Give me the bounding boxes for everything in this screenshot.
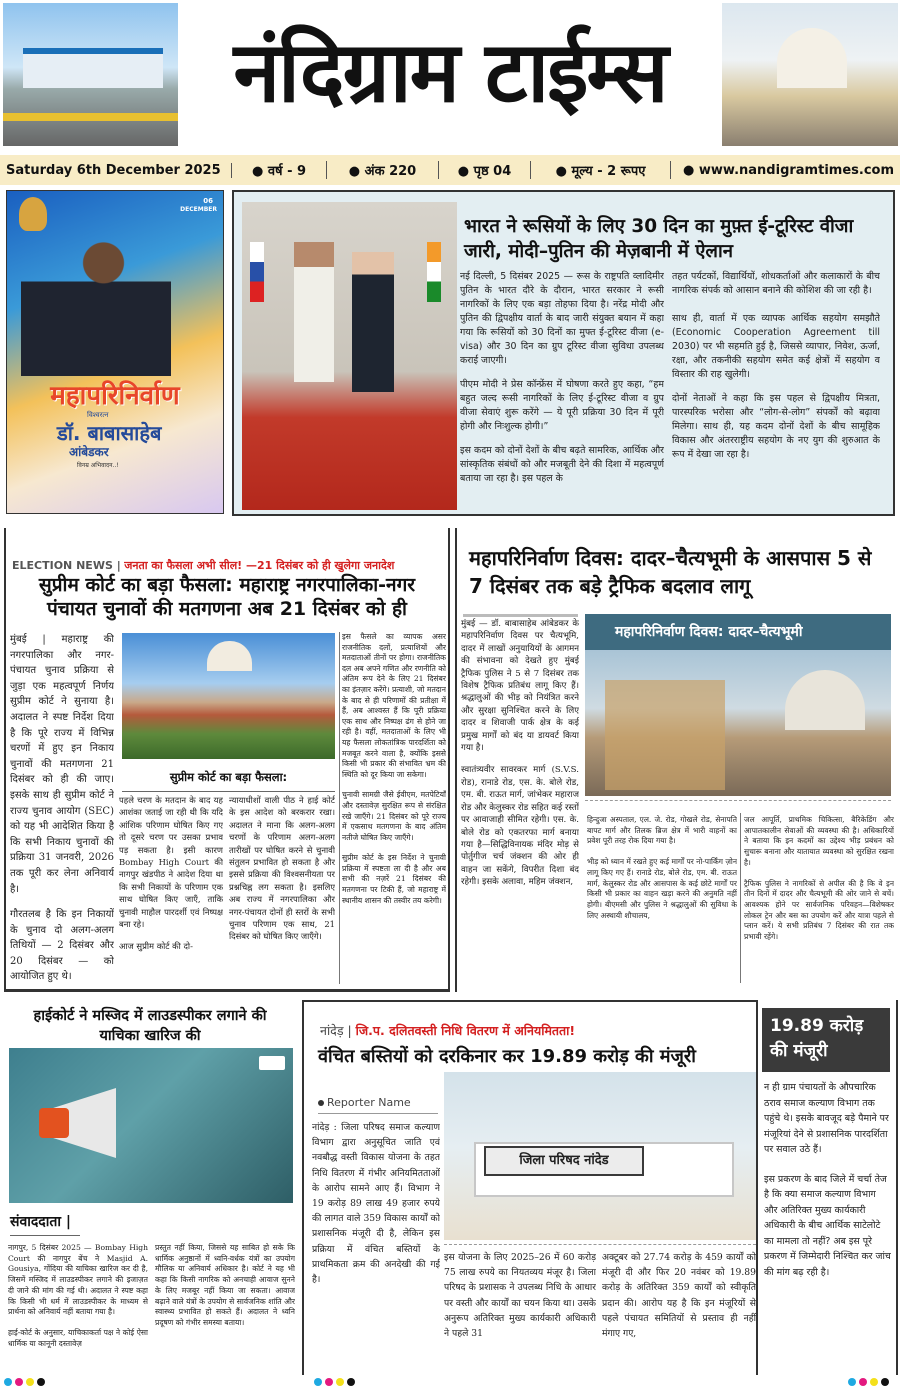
paragraph: इस योजना के लिए 2025–26 में 60 करोड़ 75 लाख रुपये का नियतव्यय मंजूर है। जिला परिषद के प्रशासक ने उपलब्ध निधि के आधार पर वस्ती और कार्यों का चयन किया था। उसके अनुरूप अतिरिक्त मुख्य कार्यकारी अधिकारी ने पहले 31 bbox=[444, 1252, 596, 1340]
registration-marks-right bbox=[848, 1378, 892, 1386]
paragraph: नांदेड़ : जिला परिषद समाज कल्याण विभाग द्वारा अनुसूचित जाति एवं नवबौद्ध वस्ती विकास योजना के तहत निधि वितरण में गंभीर अनियमितताओं के आरोप सामने आए हैं। विभाग ने 19 करोड़ 89 लाख 49 हजार रुपये की लागत वाले 359 विकास कार्यों को प्रशासनिक मंजूरी दी है, लेकिन इस प्रक्रिया में वंचित बस्तियों के प्राथमिकता क्रम की अनदेखी की गई है। bbox=[312, 1122, 440, 1286]
sidebar-title: 19.89 करोड़ की मंजूरी bbox=[762, 1008, 890, 1072]
issue-date: Saturday 6th December 2025 bbox=[0, 163, 232, 178]
registration-marks-center bbox=[314, 1378, 358, 1386]
nanded-story bbox=[302, 1000, 758, 1375]
paragraph: नागपुर, 5 दिसंबर 2025 — Bombay High Court की नागपुर बेंच ने Masjid A. Gousiya, गोंदिया की याचिका खारिज कर दी है, जिसमें मस्जिद में लाउडस्पीकर लगाने की इजाज़त दी जाने की मांग की गई थी। अदालत ने स्पष्ट कहा कि किसी भी धर्म में लाउडस्पीकर के माध्यम से प्रार्थना को अनिवार्य नहीं बताया गया है। bbox=[8, 1243, 148, 1317]
paragraph: हिन्दुजा अस्पताल, एल. जे. रोड, गोखले रोड, सेनापति बापट मार्ग और तिलक ब्रिज क्षेत्र में भारी वाहनों का प्रवेश पूरी तरह रोक दिया गया है। bbox=[587, 815, 737, 846]
building-sign: जिला परिषद नांदेड bbox=[484, 1146, 644, 1176]
poster-surname: आंबेडकर bbox=[69, 445, 109, 459]
price: ● मूल्य - 2 रूपए bbox=[531, 161, 671, 179]
election-column-4 bbox=[342, 632, 446, 984]
election-kicker-line bbox=[12, 558, 394, 573]
nanded-column-2 bbox=[444, 1250, 596, 1360]
paragraph: प्रस्तुत नहीं किया, जिससे यह साबित हो सके कि धार्मिक अनुष्ठानों में ध्वनि-वर्धक यंत्रों का उपयोग मौलिक या अनिवार्य अधिकार है। कोर्ट ने यह भी कहा कि किसी नागरिक को अनचाही आवाज सुनने के लिए मजबूर नहीं किया जा सकता। आवाज बढ़ाने वाले यंत्रों के उपयोग से सार्वजनिक शांति और स्वास्थ्य प्रभावित हो सकते हैं। अदालत ने ध्वनि प्रदूषण को गंभीर समस्या बताया। bbox=[155, 1243, 295, 1327]
election-column-1 bbox=[10, 632, 114, 984]
nanded-dateline: नांदेड़ | bbox=[320, 1023, 352, 1038]
reporter-byline bbox=[318, 1096, 438, 1114]
paragraph: सुप्रीम कोर्ट के इस निर्देश ने चुनावी प्रक्रिया में स्पष्टता ला दी है और अब सभी की नज़रें 21 दिसंबर की मतगणना पर टिकी हैं, जो महाराष्ट्र में स्थानीय शासन की तस्वीर तय करेगी। bbox=[342, 853, 446, 905]
election-headline: सुप्रीम कोर्ट का बड़ा फैसला: महाराष्ट्र नगरपालिका-नगर पंचायत चुनावों की मतगणना अब 21 दिसंबर को ही bbox=[38, 574, 416, 620]
paragraph: न्यायाधीशों वाली पीठ ने हाई कोर्ट के इस आदेश को बरकरार रखा। अदालत ने माना कि अलग-अलग चरणों के परिणाम अलग-अलग तारीखों पर घोषित करने से चुनावी संतुलन प्रभावित हो सकता है और इससे प्रक्रिया की विश्वसनीयता पर प्रश्नचिह्न लग सकता है। इसलिए अब राज्य में नगरपालिका और नगर-पंचायत दोनों ही स्तरों के सभी चुनाव परिणाम एक साथ, 21 दिसंबर को घोषित किए जाएँगे। bbox=[229, 795, 335, 942]
poster-prefix: विश्वरत्न bbox=[87, 411, 109, 419]
nanded-kicker: जि.प. दलितवस्ती निधि वितरण में अनियमितता! bbox=[355, 1023, 576, 1038]
megaphone-illustration bbox=[9, 1048, 293, 1203]
traffic-story bbox=[455, 528, 898, 992]
sidebar-text bbox=[764, 1080, 892, 1360]
poster-date-month: DECEMBER bbox=[180, 206, 217, 213]
paragraph: पीएम मोदी ने प्रेस कॉन्फ्रेंस में घोषणा करते हुए कहा, “हम बहुत जल्द रूसी नागरिकों के लिए ई-टूरिस्ट वीजा व ग्रुप वीजा सेवाएं शुरू करेंगे — ये पूरी प्रक्रिया 30 दिन में पूरी होगी और निःशुल्क होगी।” bbox=[460, 379, 664, 432]
paragraph: ट्रैफिक पुलिस ने नागरिकों से अपील की है कि वे इन तीन दिनों में दादर और चैत्यभूमी की ओर जाने से बचें। आवश्यक होने पर सार्वजनिक परिवहन—विशेषकर लोकल ट्रेन और बस का उपयोग करें और यात्रा पहले से प्लान करें। ये सभी प्रतिबंध 7 दिसंबर की रात तक प्रभावी रहेंगे। bbox=[744, 878, 894, 942]
paragraph: मुंबई — डॉ. बाबासाहेब आंबेडकर के महापरिनिर्वाण दिवस पर चैत्यभूमि, दादर में लाखों अनुयायियों के आगमन की संभावना को देखते हुए मुंबई ट्रैफिक पुलिस ने 5 से 7 दिसंबर तक विशेष ट्रैफिक प्रतिबंध लागू किए हैं। श्रद्धालुओं की भीड़ को नियंत्रित करने और सुरक्षा सुनिश्चित करने के लिए दादर व शिवाजी पार्क क्षेत्र के कई प्रमुख मार्गों को बंद या डायवर्ट किया गया है। bbox=[461, 619, 579, 754]
nanded-sidebar bbox=[760, 1000, 898, 1375]
dashed-divider bbox=[585, 800, 891, 801]
paragraph: इस प्रकरण के बाद जिले में चर्चा तेज है कि क्या समाज कल्याण विभाग और अतिरिक्त मुख्य कार्यकारी अधिकारी के बीच आर्थिक साटेलोटे का मामला तो नहीं? अब इस पूरे प्रकरण में जिम्मेदारी निश्चित कर जांच की मांग बढ़ रही है। bbox=[764, 1173, 891, 1278]
paragraph: भीड़ को ध्यान में रखते हुए कई मार्गों पर नो-पार्किंग ज़ोन लागू किए गए हैं। रानाडे रोड, बोले रोड, एम. बी. राऊत मार्ग, केलुस्कर रोड और आसपास के कई छोटे मार्गों पर किसी भी प्रकार का वाहन खड़ा करने की अनुमति नहीं होगी। बीएमसी और पुलिस ने श्रद्धालुओं की सुविधा के लिए अस्थायी शौचालय, bbox=[587, 857, 737, 920]
paragraph: तहत पर्यटकों, विद्यार्थियों, शोधकर्ताओं और कलाकारों के बीच नागरिक संपर्क को आसान बनाने की कोशिश की जा रही है। bbox=[672, 271, 880, 296]
website-link[interactable]: ● www.nandigramtimes.com bbox=[683, 162, 894, 178]
nanded-headline: वंचित बस्तियों को दरकिनार कर 19.89 करोड़ की मंजूरी bbox=[318, 1046, 696, 1067]
highcourt-column-1 bbox=[8, 1243, 148, 1373]
zilla-parishad-photo bbox=[444, 1072, 756, 1240]
traffic-column-1 bbox=[461, 618, 579, 988]
page-number: ● पृष्ठ 04 bbox=[439, 161, 531, 179]
highcourt-headline: हाईकोर्ट ने मस्जिद में लाउडस्पीकर लगाने की याचिका खारिज की bbox=[33, 1008, 267, 1044]
supreme-court-photo bbox=[122, 633, 335, 759]
chaityabhoomi-photo bbox=[585, 650, 891, 796]
bullet-icon bbox=[318, 1100, 324, 1106]
lead-photo bbox=[242, 202, 457, 510]
paragraph: इस कदम को दोनों देशों के बीच बढ़ते सामरिक, आर्थिक और सांस्कृतिक संबंधों को और मजबूती देने की दिशा में महत्वपूर्ण बताया जा रहा है। इस पहल के bbox=[460, 445, 664, 484]
section-label: ELECTION NEWS | bbox=[12, 559, 121, 572]
reporter-name: Reporter Name bbox=[327, 1096, 411, 1109]
masthead-left-photo bbox=[3, 3, 178, 146]
traffic-column-2 bbox=[587, 815, 737, 985]
highcourt-column-2 bbox=[155, 1243, 295, 1373]
paragraph: इस फैसले का व्यापक असर राजनीतिक दलों, प्रत्याशियों और मतदाताओं तीनों पर होगा। राजनीतिक दल अब अपने गणित और रणनीति को अंतिम रूप देने के लिए 21 दिसंबर का इंतज़ार करेंगे। प्रत्याशी, जो मतदान के बाद से ही परिणामों की प्रतीक्षा में हैं, अब आश्वस्त हैं कि पूरी प्रक्रिया एक साथ और निष्पक्ष ढंग से होने जा रही है। वहीं, मतदाताओं के लिए भी यह फैसला लोकतांत्रिक पारदर्शिता को मजबूत करने वाला है, क्योंकि इससे किसी भी प्रकार की संभावित भ्रम की स्थिति को दूर किया जा सकेगा। bbox=[342, 632, 446, 779]
poster-name: डॉ. बाबासाहेब bbox=[57, 421, 162, 445]
paragraph: जल आपूर्ति, प्राथमिक चिकित्सा, बैरिकेडिंग और आपातकालीन सेवाओं की व्यवस्था की है। अधिकारियों ने बताया कि इन कदमों का उद्देश्य भीड़ प्रबंधन को सुचारू बनाना और यातायात व्यवस्था को सुरक्षित रखना है। bbox=[744, 815, 894, 867]
paragraph: आज सुप्रीम कोर्ट की दो- bbox=[119, 941, 193, 952]
nanded-column-1 bbox=[312, 1120, 440, 1360]
lead-column-1 bbox=[460, 270, 664, 510]
lead-story bbox=[232, 190, 895, 516]
info-bar bbox=[0, 155, 900, 185]
paragraph: हाई-कोर्ट के अनुसार, याचिकाकर्ता पक्ष ने कोई ऐसा धार्मिक या कानूनी दस्तावेज़ bbox=[8, 1327, 148, 1348]
election-kicker: जनता का फैसला अभी सील! —21 दिसंबर को ही खुलेगा जनादेश bbox=[124, 559, 395, 572]
supreme-court-caption: सुप्रीम कोर्ट का बड़ा फैसला: bbox=[122, 770, 335, 792]
column-divider bbox=[339, 632, 340, 984]
registration-marks-left bbox=[4, 1378, 48, 1386]
ambedkar-poster bbox=[6, 190, 224, 514]
election-story bbox=[4, 528, 450, 992]
issue-number: ● अंक 220 bbox=[327, 161, 439, 179]
election-column-2 bbox=[119, 794, 223, 984]
poster-date-num: 06 bbox=[203, 197, 213, 205]
masthead-right-photo bbox=[722, 3, 898, 146]
paragraph: गौरतलब है कि इन निकायों के चुनाव दो अलग-अलग तिथियों — 2 दिसंबर और 20 दिसंबर — को आयोजित हुए थे। bbox=[10, 909, 114, 983]
highcourt-byline: संवाददाता | bbox=[10, 1212, 80, 1236]
ambedkar-figure bbox=[21, 231, 171, 376]
dashed-divider bbox=[444, 1244, 756, 1245]
paragraph: साथ ही, वार्ता में एक व्यापक आर्थिक सहयोग समझौते (Economic Cooperation Agreement till 2030) पर भी सहमति हुई है, जिससे व्यापार, निवेश, ऊर्जा, रक्षा, और तकनीकी सहयोग समेत कई क्षेत्रों में सहयोग व विस्तार की राह खुलेगी। bbox=[672, 313, 880, 380]
divider bbox=[463, 614, 578, 617]
lead-column-2 bbox=[672, 270, 880, 510]
paragraph: पहले चरण के मतदान के बाद यह आशंका जताई जा रही थी कि यदि आंशिक परिणाम घोषित किए गए तो दूसरे चरण पर उसका प्रभाव पड़ सकता है। इसी कारण Bombay High Court की नागपुर खंडपीठ ने आदेश दिया था कि सभी निकायों के परिणाम एक साथ घोषित किए जाएँ, ताकि चुनावी माहौल पारदर्शी एवं निष्पक्ष बना रहे। bbox=[119, 795, 223, 930]
poster-title: महापरिनिर्वाण bbox=[50, 381, 180, 411]
lead-headline: भारत ने रूसियों के लिए 30 दिन का मुफ़्त ई-टूरिस्ट वीजा जारी, मोदी–पुतिन की मेज़बानी में ऐलान bbox=[464, 216, 854, 262]
nanded-column-3 bbox=[602, 1250, 756, 1360]
highcourt-story bbox=[0, 1000, 300, 1375]
nanded-kicker-line bbox=[320, 1022, 575, 1039]
chaityabhoomi-photo-frame bbox=[585, 614, 891, 796]
poster-tagline: विनम्र अभिवादन..! bbox=[77, 462, 119, 469]
traffic-column-3 bbox=[744, 815, 894, 985]
election-column-3 bbox=[229, 794, 335, 984]
paragraph: नई दिल्ली, 5 दिसंबर 2025 — रूस के राष्ट्रपति व्लादिमीर पुतिन के भारत दौरे के दौरान, भारत सरकार ने रूसी नागरिकों के लिए एक बड़ा तोहफा दिया है। नरेंद्र मोदी और पुतिन की द्विपक्षीय वार्ता के बाद जारी संयुक्त बयान में कहा गया कि रूसियों को 30 दिनों का मुफ्त ई-टूरिस्ट वीजा (e-visa) और 30 दिन का ग्रुप टूरिस्ट वीजा सुविधा उपलब्ध कराई जाएगी। bbox=[460, 271, 664, 366]
masthead-title: नंदिग्राम टाईम्स bbox=[233, 23, 667, 121]
paragraph: मुंबई | महाराष्ट्र की नगरपालिका और नगर-पंचायत चुनाव प्रक्रिया से जुड़ा एक महत्वपूर्ण निर्णय सुप्रीम कोर्ट ने सुनाया है। अदालत ने स्पष्ट निर्देश दिया है कि पूरे राज्य में विभिन्न चरणों में हुए इन निकाय चुनावों की मतगणना 21 दिसंबर को ही की जाए। इसके साथ ही सुप्रीम कोर्ट ने राज्य चुनाव आयोग (SEC) को यह भी आदेशित किया है कि सभी निकाय चुनावों की प्रक्रिया 31 जनवरी, 2026 तक पूरी कर लेना अनिवार्य है। bbox=[10, 634, 114, 895]
paragraph: दोनों नेताओं ने कहा कि इस पहल से द्विपक्षीय मित्रता, पारस्परिक भरोसा और “लोग-से-लोग” संपर्कों को बढ़ावा मिलेगा। साथ ही, यह कदम दोनों देशों के बीच सामूहिक विकास और अंतरराष्ट्रीय सहयोग के नए युग की शुरुआत के रूप में देखा जा रहा है। bbox=[672, 393, 880, 460]
traffic-headline: महापरिनिर्वाण दिवस: दादर–चैत्यभूमी के आसपास 5 से 7 दिसंबर तक बड़े ट्रैफिक बदलाव लागू bbox=[469, 546, 872, 598]
chaityabhoomi-caption-bar: महापरिनिर्वाण दिवस: दादर–चैत्यभूमी bbox=[585, 614, 891, 650]
paragraph: स्वातंत्र्यवीर सावरकर मार्ग (S.V.S. रोड), रानाडे रोड, एस. के. बोले रोड, एम. बी. राऊत मार्ग, जांभेकर महाराज रोड और केलुस्कर रोड सहित कई रस्तों पर आवाजाही सीमित रहेगी। एस. के. बोले रोड को एकतरफा मार्ग बनाया गया है—सिद्धिविनायक मंदिर मोड़ से पोर्तुगीज चर्च जंक्शन की ओर ही वाहन जा सकेंगे, विपरीत दिशा बंद रहेगी। इसके अलावा, महिम जंक्शन, bbox=[461, 765, 579, 888]
column-divider bbox=[740, 813, 741, 983]
issue-year: ● वर्ष - 9 bbox=[232, 161, 327, 179]
paragraph: न ही ग्राम पंचायतों के औपचारिक ठराव समाज कल्याण विभाग तक पहुंचे थे। इसके बावजूद बड़े पैमाने पर मंजूरियां देने से प्रशासनिक पारदर्शिता पर सवाल उठे हैं। bbox=[764, 1082, 889, 1155]
paragraph: अक्टूबर को 27.74 करोड़ के 459 कार्यों को मंजूरी दी और फिर 20 नवंबर को 19.89 करोड़ के अतिरिक्त 359 कार्यों को स्वीकृति प्रदान की। आरोप यह है कि इन मंजूरियों से पहले पंचायत समितियों से प्रस्ताव ही नहीं मंगाए गए, bbox=[602, 1252, 756, 1340]
paragraph: चुनावी सामग्री जैसे ईवीएम, मतपेटियाँ और दस्तावेज़ सुरक्षित रूप से संरक्षित रखे जाएँगे। 21 दिसंबर को पूरे राज्य में एकसाथ मतगणना के बाद अंतिम नतीजे घोषित किए जाएँगे। bbox=[342, 790, 446, 842]
